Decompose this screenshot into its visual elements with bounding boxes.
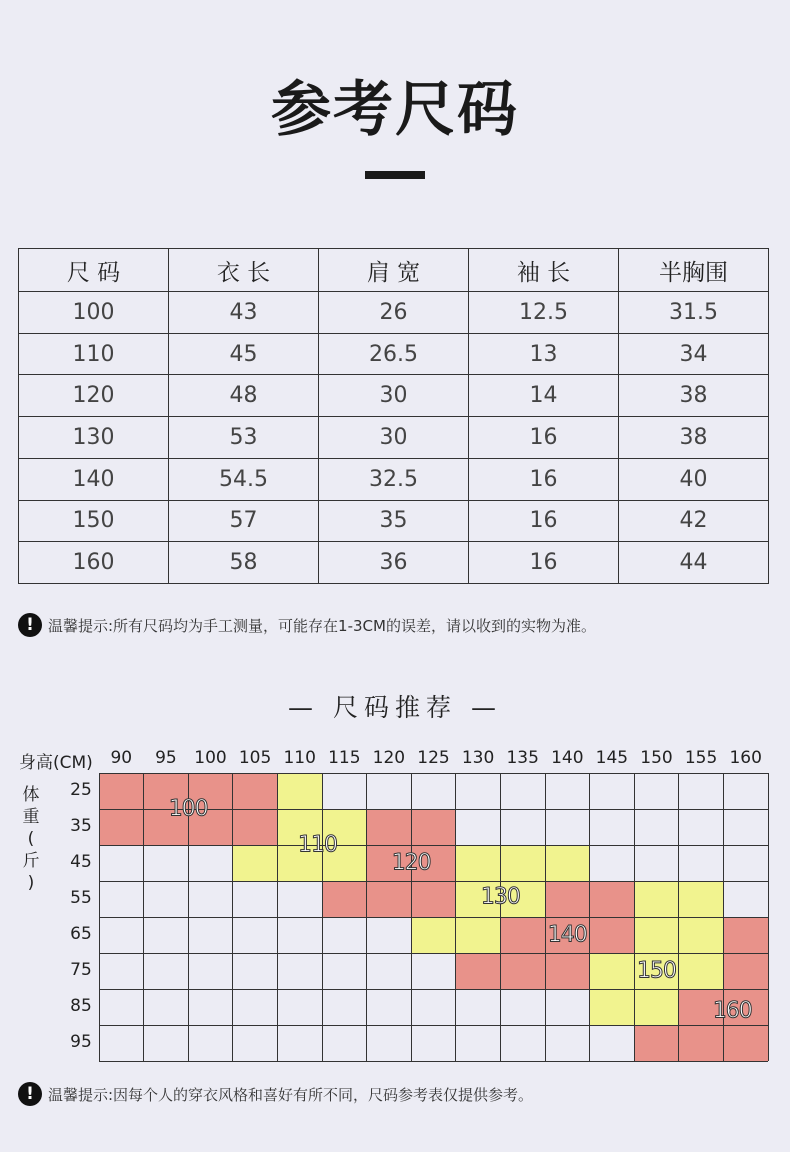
page-title: 参考尺码 — [271, 75, 519, 145]
exclamation-icon: ! — [18, 1082, 42, 1106]
size-table-cell: 30 — [319, 375, 469, 417]
recommend-title: — 尺码推荐 — — [288, 693, 502, 722]
size-region-label: 140 — [547, 922, 587, 948]
size-table-cell: 14 — [469, 375, 619, 417]
weight-tick-label: 25 — [70, 780, 92, 800]
height-axis-label: 身高(CM) — [19, 753, 93, 773]
size-region-label: 110 — [298, 832, 338, 858]
tip-measurement — [18, 612, 596, 638]
size-region-cell-120 — [411, 881, 456, 917]
size-table-cell: 34 — [619, 333, 769, 375]
size-table-row — [19, 458, 769, 500]
grid-line — [99, 845, 768, 846]
size-table-cell: 38 — [619, 375, 769, 417]
size-table-cell: 13 — [469, 333, 619, 375]
size-table-cell: 16 — [469, 458, 619, 500]
height-tick-label: 160 — [729, 748, 762, 768]
size-region-cell-160 — [723, 917, 768, 953]
size-table-row — [19, 500, 769, 542]
size-region-cell-160 — [723, 953, 768, 989]
size-region-cell-100 — [99, 773, 144, 809]
height-tick-label: 145 — [595, 748, 629, 768]
size-region-label: 120 — [391, 850, 431, 876]
weight-tick-label: 75 — [70, 960, 92, 980]
grid-line — [99, 1061, 768, 1062]
size-region-cell-130 — [545, 845, 590, 881]
size-table-cell: 110 — [19, 333, 169, 375]
height-tick-label: 115 — [328, 748, 361, 768]
size-region-cell-150 — [634, 917, 679, 953]
tip-reference-text: 温馨提示:因每个人的穿衣风格和喜好有所不同，尺码参考表仅提供参考。 — [48, 1085, 534, 1104]
size-region-cell-150 — [590, 953, 635, 989]
weight-axis-label: 体 重 ( 斤 ) — [22, 785, 40, 893]
grid-line — [99, 881, 768, 882]
height-tick-label: 95 — [155, 748, 177, 768]
size-table — [18, 248, 769, 584]
size-table-cell: 36 — [319, 542, 469, 584]
weight-tick-label: 95 — [70, 1032, 92, 1052]
size-table-row — [19, 542, 769, 584]
header-shoulder: 肩 宽 — [319, 249, 469, 292]
height-tick-label: 135 — [506, 748, 539, 768]
size-region-cell-150 — [679, 917, 724, 953]
size-region-cell-140 — [590, 881, 635, 917]
weight-tick-label: 45 — [70, 852, 92, 872]
size-table-cell: 130 — [19, 417, 169, 459]
height-tick-label: 100 — [194, 748, 227, 768]
weight-tick-label: 65 — [70, 924, 92, 944]
size-table-cell: 12.5 — [469, 292, 619, 334]
size-table-cell: 26 — [319, 292, 469, 334]
weight-tick-label: 35 — [70, 816, 92, 836]
size-region-cell-120 — [367, 881, 412, 917]
size-table-row — [19, 292, 769, 334]
size-region-cell-100 — [99, 809, 144, 845]
height-tick-label: 130 — [461, 748, 495, 768]
size-region-cell-150 — [634, 989, 679, 1025]
size-table-cell: 44 — [619, 542, 769, 584]
size-table-cell: 120 — [19, 375, 169, 417]
size-table-header-row — [19, 249, 769, 292]
size-table-cell: 32.5 — [319, 458, 469, 500]
size-table-cell: 160 — [19, 542, 169, 584]
size-table-cell: 26.5 — [319, 333, 469, 375]
height-tick-label: 150 — [640, 748, 673, 768]
size-table-cell: 38 — [619, 417, 769, 459]
grid-line — [99, 989, 768, 990]
size-table-cell: 150 — [19, 500, 169, 542]
height-tick-label: 155 — [684, 748, 718, 768]
size-table-row — [19, 375, 769, 417]
exclamation-icon: ! — [18, 613, 42, 637]
tip-measurement-text: 温馨提示:所有尺码均为手工测量，可能存在1-3CM的误差，请以收到的实物为准。 — [48, 616, 596, 635]
size-region-label: 150 — [637, 958, 676, 984]
size-region-label: 160 — [712, 998, 752, 1024]
size-table-cell: 16 — [469, 542, 619, 584]
size-region-cell-120 — [322, 881, 367, 917]
size-table-cell: 58 — [169, 542, 319, 584]
size-table-cell: 45 — [169, 333, 319, 375]
size-table-cell: 140 — [19, 458, 169, 500]
size-region-cell-140 — [456, 953, 501, 989]
size-region-cell-140 — [500, 953, 545, 989]
title-divider — [365, 171, 425, 179]
header-size: 尺 码 — [19, 249, 169, 292]
grid-line — [99, 1025, 768, 1026]
size-region-cell-160 — [634, 1025, 679, 1061]
size-region-label: 130 — [480, 884, 520, 910]
size-table-row — [19, 333, 769, 375]
grid-line — [99, 773, 768, 774]
size-region-cell-130 — [456, 845, 501, 881]
size-region-cell-110 — [277, 773, 322, 809]
size-region-cell-150 — [634, 881, 679, 917]
size-region-cell-160 — [723, 1025, 768, 1061]
size-table-cell: 16 — [469, 417, 619, 459]
size-table-cell: 43 — [169, 292, 319, 334]
size-table-cell: 40 — [619, 458, 769, 500]
height-tick-label: 90 — [110, 748, 133, 768]
height-tick-label: 120 — [372, 748, 406, 768]
grid-line — [99, 953, 768, 954]
size-table-cell: 31.5 — [619, 292, 769, 334]
header-sleeve: 袖 长 — [469, 249, 619, 292]
size-table-cell: 42 — [619, 500, 769, 542]
size-table-cell: 30 — [319, 417, 469, 459]
size-region-cell-100 — [233, 809, 278, 845]
size-region-cell-130 — [500, 845, 545, 881]
size-region-cell-150 — [590, 989, 635, 1025]
height-tick-label: 110 — [283, 748, 316, 768]
size-region-cell-140 — [545, 881, 590, 917]
size-region-cell-150 — [679, 881, 724, 917]
size-table-cell: 57 — [169, 500, 319, 542]
size-table-cell: 54.5 — [169, 458, 319, 500]
size-region-cell-140 — [545, 953, 590, 989]
size-table-cell: 48 — [169, 375, 319, 417]
size-region-cell-140 — [500, 917, 545, 953]
size-table-cell: 100 — [19, 292, 169, 334]
height-tick-label: 105 — [238, 748, 272, 768]
size-region-cell-130 — [411, 917, 456, 953]
header-half-chest: 半胸围 — [619, 249, 769, 292]
size-table-cell: 35 — [319, 500, 469, 542]
size-table-row — [19, 417, 769, 459]
grid-line — [99, 917, 768, 918]
height-tick-label: 140 — [551, 748, 584, 768]
size-region-cell-140 — [590, 917, 635, 953]
size-region-cell-100 — [233, 773, 278, 809]
height-tick-label: 125 — [417, 748, 450, 768]
tip-reference — [18, 1081, 533, 1107]
weight-tick-label: 55 — [70, 888, 92, 908]
header-length: 衣 长 — [169, 249, 319, 292]
size-region-cell-110 — [233, 845, 278, 881]
size-region-cell-130 — [456, 917, 501, 953]
size-table-cell: 53 — [169, 417, 319, 459]
size-table-cell: 16 — [469, 500, 619, 542]
size-region-cell-160 — [679, 1025, 724, 1061]
size-region-cell-120 — [411, 809, 456, 845]
weight-tick-label: 85 — [70, 996, 92, 1016]
size-region-cell-150 — [679, 953, 724, 989]
size-region-cell-120 — [367, 809, 412, 845]
size-region-label: 100 — [168, 796, 208, 822]
